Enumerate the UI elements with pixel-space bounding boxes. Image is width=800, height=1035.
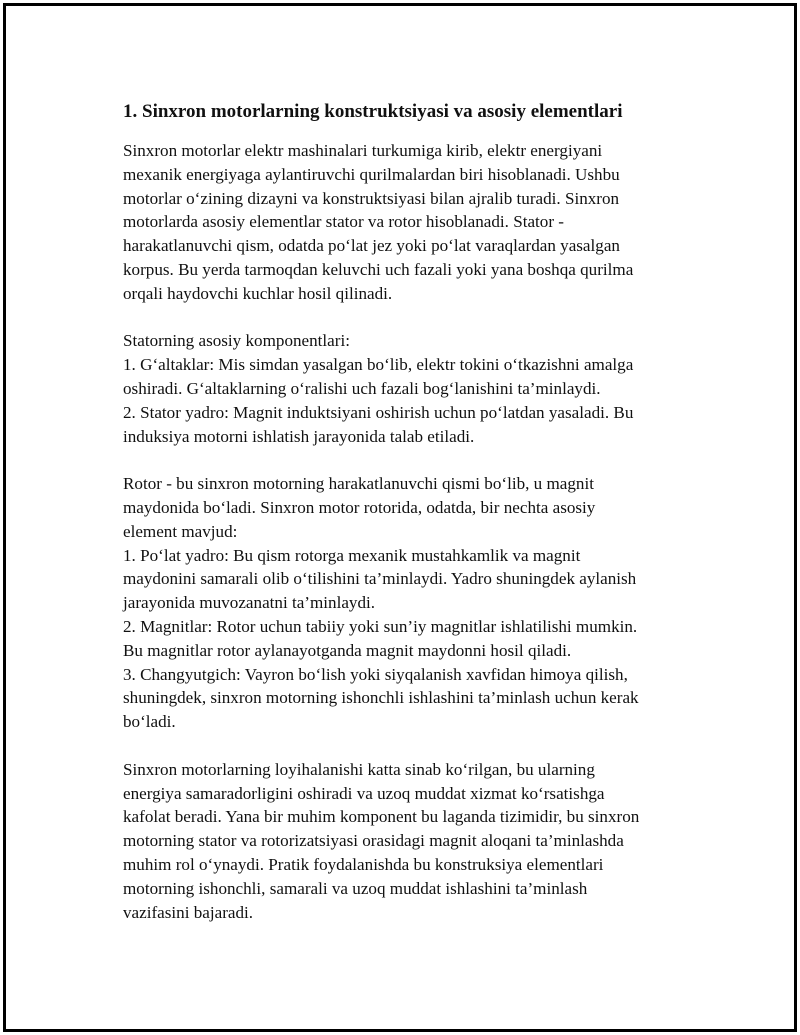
paragraph-intro	[123, 139, 693, 306]
page-title: 1. Sinxron motorlarning konstruktsiyasi va asosiy elementlari	[123, 101, 623, 122]
paragraph-stator-components	[123, 329, 693, 448]
text-line: Sinxron motorlarning loyihalanishi katta sinab ko‘rilgan, bu ularning	[123, 759, 595, 779]
text-line: orqali haydovchi kuchlar hosil qilinadi.	[123, 283, 393, 303]
paragraph-rotor	[123, 472, 693, 734]
paragraph-gap	[123, 734, 693, 758]
text-line: Rotor - bu sinxron motorning harakatlanuvchi qismi bo‘lib, u magnit	[123, 474, 594, 494]
paragraph-gap	[123, 448, 693, 472]
text-line: muhim rol o‘ynaydi. Pratik foydalanishda bu konstruksiya elementlari	[123, 854, 604, 874]
text-line: element mavjud:	[123, 521, 238, 541]
text-line: Bu magnitlar rotor aylanayotganda magnit maydonni hosil qiladi.	[123, 640, 572, 660]
text-line: shuningdek, sinxron motorning ishonchli ishlashini ta’minlash uchun kerak	[123, 688, 639, 708]
page-frame	[3, 3, 797, 1032]
text-line: korpus. Bu yerda tarmoqdan keluvchi uch fazali yoki yana boshqa qurilma	[123, 259, 634, 279]
paragraph-gap	[123, 306, 693, 330]
text-line: vazifasini bajaradi.	[123, 902, 254, 922]
text-line: 1. Po‘lat yadro: Bu qism rotorga mexanik mustahkamlik va magnit	[123, 545, 581, 565]
text-line: 2. Magnitlar: Rotor uchun tabiiy yoki sun’iy magnitlar ishlatilishi mumkin.	[123, 616, 638, 636]
text-line: Statorning asosiy komponentlari:	[123, 331, 350, 351]
text-line: oshiradi. G‘altaklarning o‘ralishi uch fazali bog‘lanishini ta’minlaydi.	[123, 378, 601, 398]
text-line: induksiya motorni ishlatish jarayonida talab etiladi.	[123, 426, 475, 446]
text-line: jarayonida muvozanatni ta’minlaydi.	[123, 593, 376, 613]
text-line: kafolat beradi. Yana bir muhim komponent bu laganda tizimidir, bu sinxron	[123, 807, 640, 827]
text-line: 3. Changyutgich: Vayron bo‘lish yoki siyqalanish xavfidan himoya qilish,	[123, 664, 628, 684]
text-line: maydonini samarali olib o‘tilishini ta’minlaydi. Yadro shuningdek aylanish	[123, 569, 637, 589]
text-line: Sinxron motorlar elektr mashinalari turkumiga kirib, elektr energiyani	[123, 141, 603, 160]
text-line: mexanik energiyaga aylantiruvchi qurilmalardan biri hisoblanadi. Ushbu	[123, 164, 620, 184]
text-line: harakatlanuvchi qism, odatda po‘lat jez yoki po‘lat varaqlardan yasalgan	[123, 236, 620, 256]
document-body	[123, 99, 693, 924]
text-line: motorning ishonchli, samarali va uzoq muddat ishlashini ta’minlash	[123, 878, 588, 898]
text-line: motorning stator va rotorizatsiyasi orasidagi magnit aloqani ta’minlashda	[123, 831, 624, 851]
text-line: motorlar o‘zining dizayni va konstruktsiyasi bilan ajralib turadi. Sinxron	[123, 188, 620, 208]
paragraph-conclusion	[123, 758, 693, 925]
text-line: 2. Stator yadro: Magnit induktsiyani oshirish uchun po‘latdan yasaladi. Bu	[123, 402, 634, 422]
text-line: motorlarda asosiy elementlar stator va rotor hisoblanadi. Stator -	[123, 212, 564, 232]
text-line: energiya samaradorligini oshiradi va uzoq muddat xizmat ko‘rsatishga	[123, 783, 605, 803]
text-line: maydonida bo‘ladi. Sinxron motor rotorida, odatda, bir nechta asosiy	[123, 497, 596, 517]
text-line: 1. G‘altaklar: Mis simdan yasalgan bo‘lib, elektr tokini o‘tkazishni amalga	[123, 355, 634, 375]
text-line: bo‘ladi.	[123, 712, 176, 732]
